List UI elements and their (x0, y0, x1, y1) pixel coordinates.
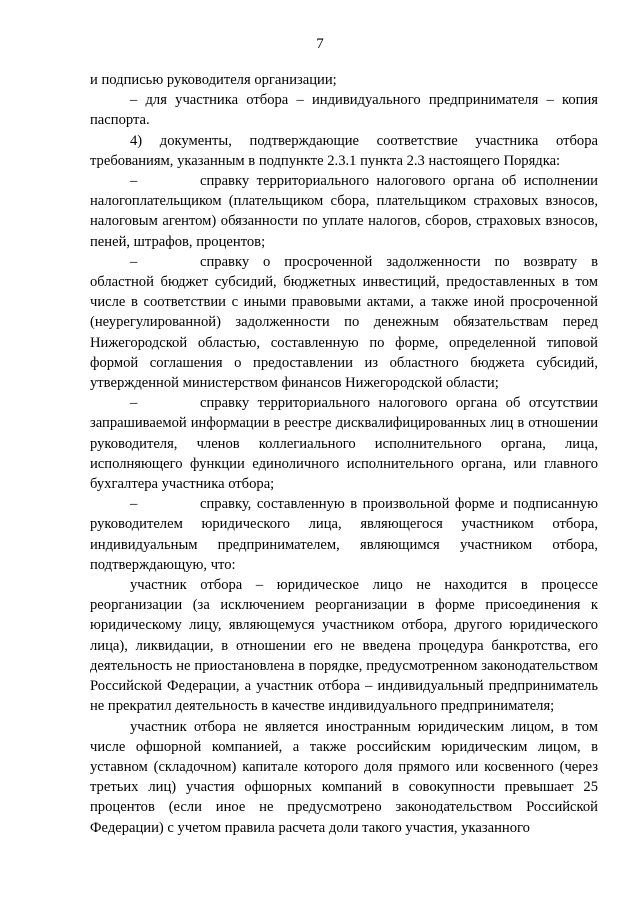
dash-marker: – (130, 395, 138, 412)
paragraph-text: справку, составленную в произвольной форме и подписанную руководителем юридического лица, являющегося участником отбора, индивидуальным предпринимателем, являющимся участником отбора, подтверждающую, что: (90, 496, 598, 573)
dash-marker: – (130, 496, 138, 513)
list-item-disqualified-registry (90, 393, 598, 494)
list-item-free-form-certificate (90, 494, 598, 575)
paragraph-text: справку территориального налогового органа об отсутствии запрашиваемой информации в реестре дисквалифицированных лиц в отношении руководителя, членов коллегиального исполнительного органа, лица, исполняющего функции единоличного исполнительного органа, или главного бухгалтера участника отбора; (90, 395, 598, 493)
paragraph-text: участник отбора не является иностранным юридическим лицом, в том числе офшорной компанией, а также российским юридическим лицом, в уставном (складочном) капитале которого доля прямого или косвенного (через третьих лиц) участия офшорных компаний в совокупности превышает 25 процентов (если иное не предусмотрено законодательством Российской Федерации) с учетом правила расчета доли такого участия, указанного (90, 718, 598, 836)
dash-marker: – (130, 253, 138, 270)
page-number: 7 (316, 36, 324, 52)
paragraph-text: справку о просроченной задолженности по возврату в областной бюджет субсидий, бюджетных инвестиций, предоставленных в том числе в соответствии с иными правовыми актами, а также иной просроченной (неурегулированной) задолженности по денежным обязательствам перед Нижегородской областью, составленную по форме, определенной типовой формой соглашения о предоставлении из областного бюджета субсидий, утвержденной министерством финансов Нижегородской области; (90, 253, 598, 392)
paragraph-reorganization (90, 575, 598, 716)
dash-marker: – (130, 173, 138, 190)
paragraph-1 (90, 70, 598, 90)
paragraph-text: – для участника отбора – индивидуального предпринимателя – копия паспорта. (90, 92, 598, 129)
document-body (90, 70, 598, 838)
list-item-debt-certificate (90, 252, 598, 393)
list-item-tax-certificate (90, 171, 598, 252)
paragraph-text: участник отбора – юридическое лицо не находится в процессе реорганизации (за исключением реорганизации в форме присоединения к юридическому лицу, являющемуся участником отбора, другого юридического лица), ликвидации, в отношении его не введена процедура банкротства, его деятельность не приостановлена в порядке, предусмотренном законодательством Российской Федерации, а участник отбора – индивидуальный предприниматель не прекратил деятельность в качестве индивидуального предпринимателя; (90, 577, 598, 715)
paragraph-2 (90, 90, 598, 130)
paragraph-text: и подписью руководителя организации; (90, 72, 337, 88)
paragraph-offshore (90, 717, 598, 838)
paragraph-3 (90, 131, 598, 171)
paragraph-text: справку территориального налогового органа об исполнении налогоплательщиком (плательщиком сбора, плательщиком страховых взносов, налоговым агентом) обязанности по уплате налогов, сборов, страховых взносов, пеней, штрафов, процентов; (90, 173, 598, 250)
paragraph-text: 4) документы, подтверждающие соответствие участника отбора требованиям, указанным в подпункте 2.3.1 пункта 2.3 настоящего Порядка: (90, 132, 598, 169)
